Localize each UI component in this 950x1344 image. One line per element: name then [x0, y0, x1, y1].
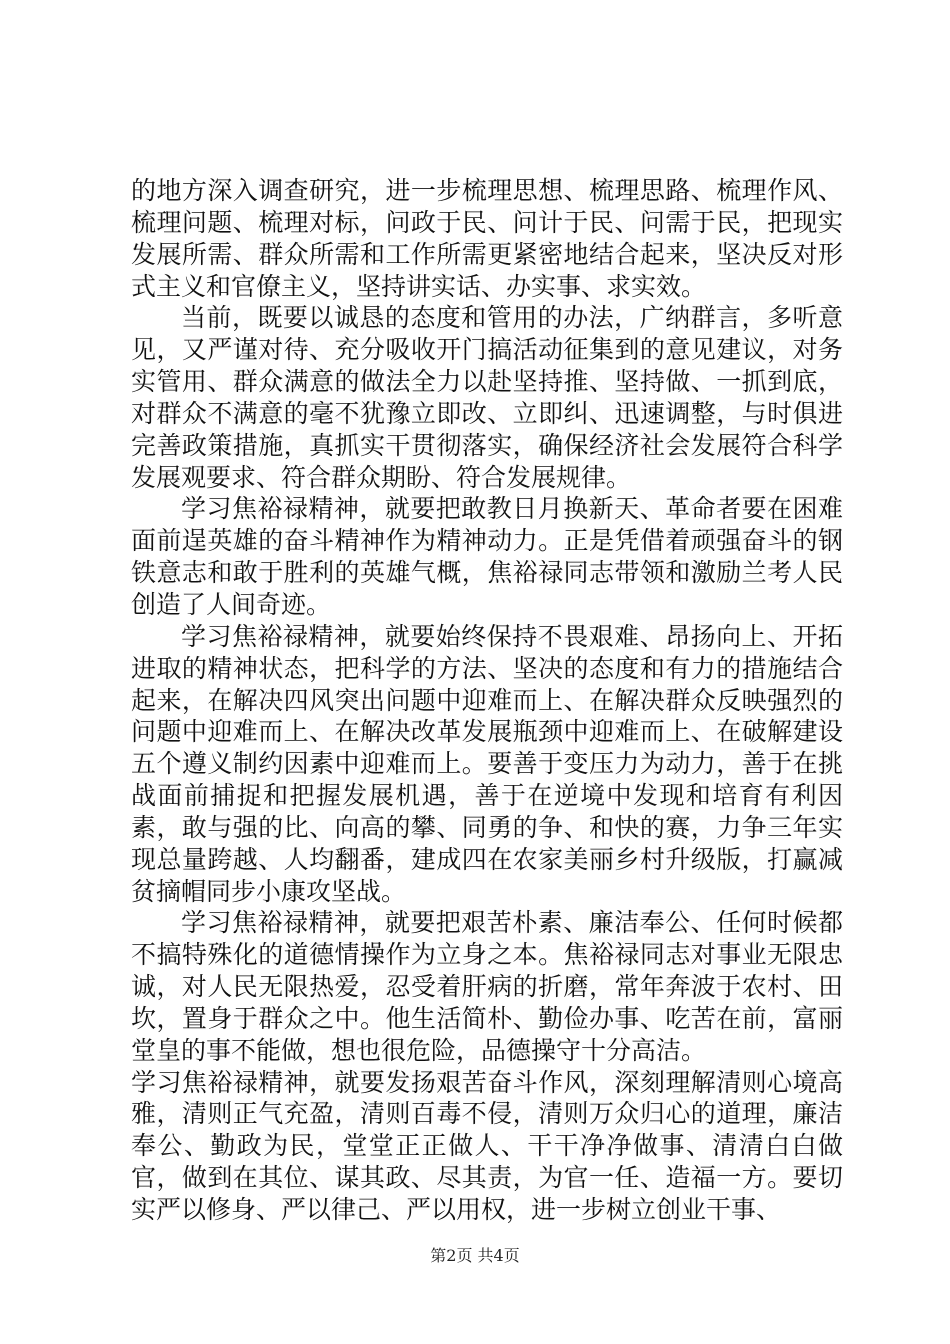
paragraph-1: 的地方深入调查研究，进一步梳理思想、梳理思路、梳理作风、梳理问题、梳理对标，问政于民、问计于民、问需于民，把现实发展所需、群众所需和工作所需更紧密地结合起来，坚决反对形式主义和官僚主义，坚持讲实话、办实事、求实效。 [131, 176, 843, 301]
paragraph-6: 学习焦裕禄精神，就要发扬艰苦奋斗作风，深刻理解清则心境高雅，清则正气充盈，清则百毒不侵，清则万众归心的道理，廉洁奉公、勤政为民，堂堂正正做人、干干净净做事、清清白白做官，做到在其位、谋其政、尽其责，为官一任、造福一方。要切实严以修身、严以律己、严以用权，进一步树立创业干事、 [131, 1067, 843, 1224]
paragraph-5: 学习焦裕禄精神，就要把艰苦朴素、廉洁奉公、任何时候都不搞特殊化的道德情操作为立身之本。焦裕禄同志对事业无限忠诚，对人民无限热爱，忍受着肝病的折磨，常年奔波于农村、田坎，置身于群众之中。他生活简朴、勤俭办事、吃苦在前，富丽堂皇的事不能做，想也很危险，品德操守十分高洁。 [131, 908, 843, 1065]
paragraph-3: 学习焦裕禄精神，就要把敢教日月换新天、革命者要在困难面前逞英雄的奋斗精神作为精神动力。正是凭借着顽强奋斗的钢铁意志和敢于胜利的英雄气概，焦裕禄同志带领和激励兰考人民创造了人间奇迹。 [131, 494, 843, 619]
paragraph-4: 学习焦裕禄精神，就要始终保持不畏艰难、昂扬向上、开拓进取的精神状态，把科学的方法、坚决的态度和有力的措施结合起来，在解决四风突出问题中迎难而上、在解决群众反映强烈的问题中迎难而上、在解决改革发展瓶颈中迎难而上、在破解建设五个遵义制约因素中迎难而上。要善于变压力为动力，善于在挑战面前捕捉和把握发展机遇，善于在逆境中发现和培育有利因素，敢与强的比、向高的攀、同勇的争、和快的赛，力争三年实现总量跨越、人均翻番，建成四在农家美丽乡村升级版，打赢减贫摘帽同步小康攻坚战。 [131, 621, 843, 906]
page-footer [0, 1246, 950, 1266]
paragraph-2: 当前，既要以诚恳的态度和管用的办法，广纳群言，多听意见，又严谨对待、充分吸收开门搞活动征集到的意见建议，对务实管用、群众满意的做法全力以赴坚持推、坚持做、一抓到底，对群众不满意的毫不犹豫立即改、立即纠、迅速调整，与时俱进完善政策措施，真抓实干贯彻落实，确保经济社会发展符合科学发展观要求、符合群众期盼、符合发展规律。 [131, 303, 843, 492]
document-body [131, 175, 843, 1226]
page-number-label: 第2页 共4页 [430, 1246, 520, 1265]
